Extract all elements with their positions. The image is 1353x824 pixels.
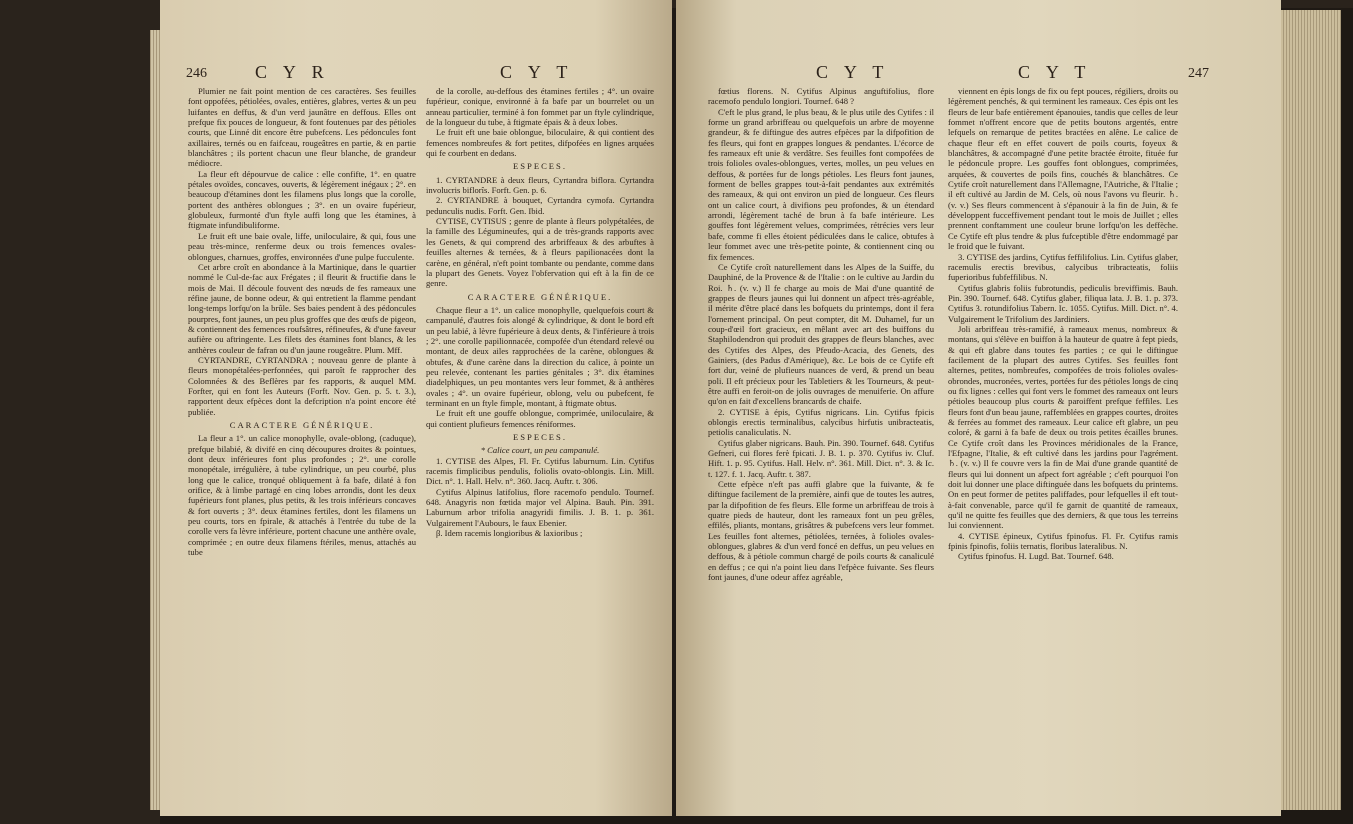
subsection-note: * Calice court, un peu campanulé. — [480, 445, 600, 456]
right-running-head-2: C Y T — [1018, 62, 1092, 82]
paragraph: Cytifus glaber nigricans. Bauh. Pin. 390. Tournef. 648. Cytifus Gefneri, cui flores ferè fpicati. J. B. 1. p. 370. Cytifus iv. Cluf. Hift. 1. p. 95. Cytifus. Hall. Helv. n°. 361. Mill. Dict. n°. 3. & Ic. t. 127. f. 1. Jacq. Auftr. t. 387. — [708, 437, 934, 479]
paragraph: Cette efpèce n'eft pas auffi glabre que la fuivante, & fe diftingue facilement de la première, ainfi que de toutes les autres, par la difpofition de fes fleurs. Elle forme un arbriffeau de trois à quatre pieds de hauteur, dont les rameaux font un peu grêles, effilés, pliants, montans, grisâtres & pubefcens vers leur fommet. Les feuilles font alternes, pétiolées, ternées, à folioles ovales-oblongues, glabres & d'un verd foncé en deffus, un peu velues en deffous, & à pétiole commun chargé de poils courts & canaliculé en deffus ; ce qui n'a point lieu dans l'efpèce fuivante. Ses fleurs font jaunes, d'une odeur affez agréable, — [708, 479, 934, 583]
paragraph: Plumier ne fait point mention de ces caractères. Ses feuilles font oppofées, pétiolées, ovales, entières, glabres, vertes & un peu luifantes en deffus, & d'un verd jaunâtre en deffous. Elles ont prefque fix pouces de longueur, & font foutenues par des pétioles courts, que Linné dit encore être pubefcens. Les pédoncules font axillaires, ternés ou en faifceau, rougeâtres en partie, & en partie blanchâtres ; ils portent chacun une fleur blanche, de grandeur médiocre. — [188, 86, 416, 169]
paragraph: 1. CYRTANDRE à deux fleurs, Cyrtandra biflora. Cyrtandra involucris biflorîs. Forft. Gen. p. 6. — [426, 174, 654, 196]
paragraph: Joli arbriffeau très-ramifié, à rameaux menus, nombreux & montans, qui s'élève en buiffon à la hauteur de quatre à fept pieds, & qui eft glabre dans toutes fes parties ; ce qui le diftingue facilement de la plupart des autres Cytifes. Ses feuilles font alternes, petites, nombreufes, compofées de trois folioles ovales-obrondes, mucronées, vertes, portées fur des pétioles longs de cinq ou fix lignes : celles qui font vers le fommet des rameaux ont leurs pétioles beaucoup plus courts & paroiffent prefque feffiles. Les fleurs font d'un beau jaune, raffemblées en grappes courtes, droites & ferrées au fommet des rameaux. Leur calice eft glabre, un peu coloré, & garni à fa bafe de deux ou trois petites écailles brunes. Ce Cytife croît dans les Provinces méridionales de la France, l'Efpagne, l'Italie, & eft cultivé dans les jardins pour l'agrément. ♄. (v. v.) Il fe couvre vers la fin de Mai d'une grande quantité de fleurs qui lui donnent un afpect fort agréable ; c'eft pourquoi l'on doit lui donner une place diftinguée dans les bofquets du printems. On en peut former de petites paliffades, pour lefquelles il eft tout-à-fait convenable, parce qu'il fe garnit de quantité de rameaux, qu'il ne quitte fes feuilles que des derniers, & que tous les terreins lui conviennent. — [948, 323, 1178, 531]
paragraph: Cytifus Alpinus latifolius, flore racemofo pendulo. Tournef. 648. Anagyris non fœtida major vel Alpina. Bauh. Pin. 391. Laburnum arbor trifolia anagyridi fimilis. J. B. 1. p. 361. Vulgairement l'Aubours, le faux Ebenier. — [426, 486, 654, 528]
paragraph: CYRTANDRE, CYRTANDRA ; nouveau genre de plante à fleurs monopétalées-perfonnées, qui paroît fe rapprocher des Colomnées & des Beflères par fes rapports, & auquel MM. Forfter, qui en font les Auteurs (Forft. Nov. Gen. p. 5. t. 3.), rapportent deux efpèces dont la defcription n'a point encore été publiée. — [188, 354, 416, 417]
left-running-head-1: C Y R — [255, 62, 330, 82]
right-page-number: 247 — [1188, 66, 1209, 81]
left-column-1 — [188, 86, 416, 806]
section-heading: CARACTERE GÉNÉRIQUE. — [229, 420, 375, 430]
section-heading: ESPECES. — [513, 432, 567, 442]
right-column-1 — [708, 86, 934, 806]
paragraph: 2. CYRTANDRE à bouquet, Cyrtandra cymofa. Cyrtandra pedunculis nudis. Forft. Gen. Ibid. — [426, 195, 654, 216]
paragraph: 3. CYTISE des jardins, Cytifus feffilifolius. Lin. Cytifus glaber, racemulis erectis brevibus, calycibus tribracteatis, foliis fuperioribus fubfeffilibus. N. — [948, 251, 1178, 283]
left-page-number: 246 — [186, 66, 207, 81]
paragraph: viennent en épis longs de fix ou fept pouces, régiliers, droits ou légèrement penchés, & qui terminent les rameaux. Ces épis ont les fleurs de leur bafe entièrement épanouies, tandis que celles de leur fommet n'offrent encore que de petits boutons argentés, entre lefquels on remarque de petites bractées en alêne. Le calice de chaque fleur eft en effet couvert de poils courts, foyeux & blanchâtres, & accompagné d'une petite bractée étroite, fituée fur le pédoncule propre. Les gouffes font oblongues, comprimées, arquées, & couvertes de poils fins, couchés & blanchâtres. Ce Cytife croît naturellement dans l'Allemagne, l'Autriche, & l'Italie ; il eft cultivé au Jardin de M. Cels, où nous l'avons vu fleurir. ♄. (v. v.) Ses fleurs commencent à s'épanouir à la fin de Juin, & fe développent fucceffivement pendant tout le mois de Juillet ; elles prennent conftamment une couleur brune lorfqu'on les deffèche. Ce Cytife eft plus tendre & plus fufceptible d'être endommagé par le froid que le fuivant. — [948, 86, 1178, 252]
left-column-2 — [426, 86, 654, 806]
paragraph: CYTISE, CYTISUS ; genre de plante à fleurs polypétalées, de la famille des Légumineufes, qui a de très-grands rapports avec les Genets, & qui comprend des arbriffeaux & des arbuftes à feuilles alternes & ternées, & à fleurs papilionacées dont la carène, en général, n'eft point tombante ou pendante, comme dans la plupart des Genets. Voyez l'obfervation qui eft à la fin de ce genre. — [426, 216, 654, 289]
paragraph: Cet arbre croît en abondance à la Martinique, dans le quartier nommé le Cul-de-fac aux Frégates ; il fleurit & fructifie dans le mois de Mai. Il découle fouvent des nœuds de fes rameaux une réfine jaune, de bonne odeur, & qui entretient la flamme pendant long-temps lorfqu'on la brûle. Ses baies pendent à des pédoncules pourpres, font jaunes, un peu plus groffes que des œufs de pigeon, & contiennent des femences roufsâtres, réfineufes, & d'une faveur aufière ou aftringente. Les filets des étamines font blancs, & les anthères couleur de fafran ou d'un jaune rougeâtre. Plum. Mff. — [188, 261, 416, 355]
right-column-2 — [948, 86, 1178, 806]
paragraph: Le fruit eft une baie oblongue, biloculaire, & qui contient des femences nombreufes & fort petites, difpofées en lignes arquées qui fe courbent en dedans. — [426, 127, 654, 159]
paragraph: β. Idem racemis longioribus & laxioribus ; — [436, 528, 583, 539]
paragraph: Chaque fleur a 1°. un calice monophylle, quelquefois court & campanulé, d'autres fois alongé & cylindrique, & dont le bord eft un peu labié, à lèvre fupérieure à deux dents, & l'inférieure à trois ; 2°. une corolle papilionnacée, compofée d'un étendard relevé ou montant, de deux ailes rapprochées de la carène, oblongues & obtufes, & d'une carène dans la direction du calice, à pointe un peu relevée, contenant les parties génitales ; 3°. dix étamines diadelphiques, un peu montantes vers leur fommet, & à anthères ovales ; 4°. un ovaire fupérieur, oblong, velu ou pubefcent, fe terminant en un ftyle fimple, montant, à ftigmate obtus. — [426, 304, 654, 408]
left-running-head-2: C Y T — [500, 62, 574, 82]
paragraph: Ce Cytife croît naturellement dans les Alpes de la Suiffe, du Dauphiné, de la Provence & de l'Italie : on le cultive au Jardin du Roi. ♄. (v. v.) Il fe charge au mois de Mai d'une quantité de grappes de fleurs jaunes qui lui donnent un afpect très-agréable, il mérite d'être placé dans les bofquets du printemps, dont il fera l'ornement principal. On peut compter, dit M. Duhamel, fur un coup-d'œil fort gracieux, en mêlant avec art des buiffons du Staphilodendron qui produit des grappes de fleurs blanches, avec des Cytifes des Alpes, des Pfeudo-Acacia, des Genets, des Gainiers, (des Padus d'Amérique), &c. Le bois de ce Cytife eft fort dur, veiné de plufieurs nuances de verd, & prend un beau poli. Il eft précieux pour les Tabletiers & les Tourneurs, & peut-être auffi en feroit-on de jolis ouvrages de menuiferie. On affure qu'on en fait d'excellens brancards de chaife. — [708, 261, 934, 407]
paragraph: 4. CYTISE épineux, Cytifus fpinofus. Fl. Fr. Cytifus ramis fpinis fpinofis, foliis ternatis, floribus lateralibus. N. — [948, 530, 1178, 552]
paragraph: Le fruit eft une baie ovale, liffe, uniloculaire, & qui, fous une peau très-mince, renferme deux ou trois femences ovales-oblongues, charnues, groffes, environnées d'une pulpe fucculente. — [188, 230, 416, 262]
paragraph: 1. CYTISE des Alpes, Fl. Fr. Cytifus laburnum. Lin. Cytifus racemis fimplicibus pendulis, foliolis ovato-oblongis. Lin. Mill. Dict. n°. 1. Hall. Helv. n°. 360. Jacq. Auftr. t. 306. — [426, 455, 654, 487]
right-running-head-1: C Y T — [816, 62, 890, 82]
section-heading: CARACTERE GÉNÉRIQUE. — [467, 291, 613, 302]
section-heading: ESPECES. — [513, 161, 567, 172]
paragraph: Le fruit eft une gouffe oblongue, comprimée, uniloculaire, & qui contient plufieurs femences réniformes. — [426, 408, 654, 429]
paragraph: 2. CYTISE à épis, Cytifus nigricans. Lin. Cytifus fpicis oblongis erectis terminalibus, calycibus hirfutis unibracteatis, petiolis canaliculatis. N. — [708, 406, 934, 438]
paragraph: de la corolle, au-deffous des étamines fertiles ; 4°. un ovaire fupérieur, conique, environné à fa bafe par un bourrelet ou un anneau particulier, terminé à fon fommet par un ftyle cylindrique, de la longueur du tube, à ftigmate épais & à deux lobes. — [426, 86, 654, 128]
right-page-edges — [1281, 10, 1341, 810]
paragraph: La fleur a 1°. un calice monophylle, ovale-oblong, (caduque), prefque bilabié, & divifé en cinq découpures droites & pointues, dont deux inférieures font plus profondes ; 2°. une corolle monopétale, irrégulière, à tube cylindrique, un peu courbé, plus long que le calice, tronqué obliquement à fa bafe, dilaté à fon orifice, & à limbe partagé en cinq lobes arrondis, dont les deux fupérieurs font planes, plus petits, & les trois inférieurs concaves & fort ouverts ; 3°. deux étamines fertiles, dont les filamens un peu courts, tors en fpirale, & attachés à l'entrée du tube de la corolle vers fa lèvre inférieure, portent chacune une anthère ovale, comprimée ; en outre deux filamens ftériles, menus, attachés au tube — [188, 433, 416, 558]
paragraph: Cytifus glabris foliis fubrotundis, pediculis breviffimis. Bauh. Pin. 390. Tournef. 648. Cytifus glaber, filiqua lata. J. B. 1. p. 373. Cytifus 3. rotundifolius Tabern. Ic. 1055. Cytifus. Mill. Dict. n°. 4. Vulgairement le Trifolium des Jardiniers. — [948, 282, 1178, 324]
paragraph: fœtius florens. N. Cytifus Alpinus anguftifolius, flore racemofo pendulo longiori. Tournef. 648 ? — [708, 86, 934, 107]
paragraph: La fleur eft dépourvue de calice : elle confifte, 1°. en quatre pétales ovoïdes, concaves, ouverts, & légèrement inégaux ; 2°. en beaucoup d'étamines dont les filamens plus longs que la corolle, portent des anthères oblongues ; 3°. en un ovaire fupérieur, globuleux, furmonté d'un ftyle auffi long que les étamines, à ftigmate infundibuliforme. — [188, 168, 416, 231]
paragraph: C'eft le plus grand, le plus beau, & le plus utile des Cytifes : il forme un grand arbriffeau ou quelquefois un arbre de moyenne grandeur, & fe diftingue des autres efpèces par la difpofition de fes fleurs, qui font en grappes longues & pendantes. L'écorce de fes rameaux eft unie & verdâtre. Ses feuilles font compofées de trois folioles ovales-oblongues, vertes, molles, un peu velues en deffous, & portées fur de longs pétioles. Les fleurs font jaunes, forment de belles grappes tout-à-fait pendantes aux extrémités des rameaux, & qui ont environ un pied de longueur. Ces fleurs ont un calice court, à divifions peu profondes, & un étendard arrondi, légèrement taché de brun à fa bafe intérieure. Les gouffes font légèrement velues, comprimées, rétrécies vers leur bafe, comme fi elles étoient pédiculées dans le calice, obtufes à leur fommet avec une très-petite pointe, & contiennent cinq ou fix femences. — [708, 106, 934, 262]
left-page — [160, 0, 672, 816]
paragraph: Cytifus fpinofus. H. Lugd. Bat. Tournef. 648. — [958, 551, 1114, 562]
right-page — [676, 0, 1281, 816]
